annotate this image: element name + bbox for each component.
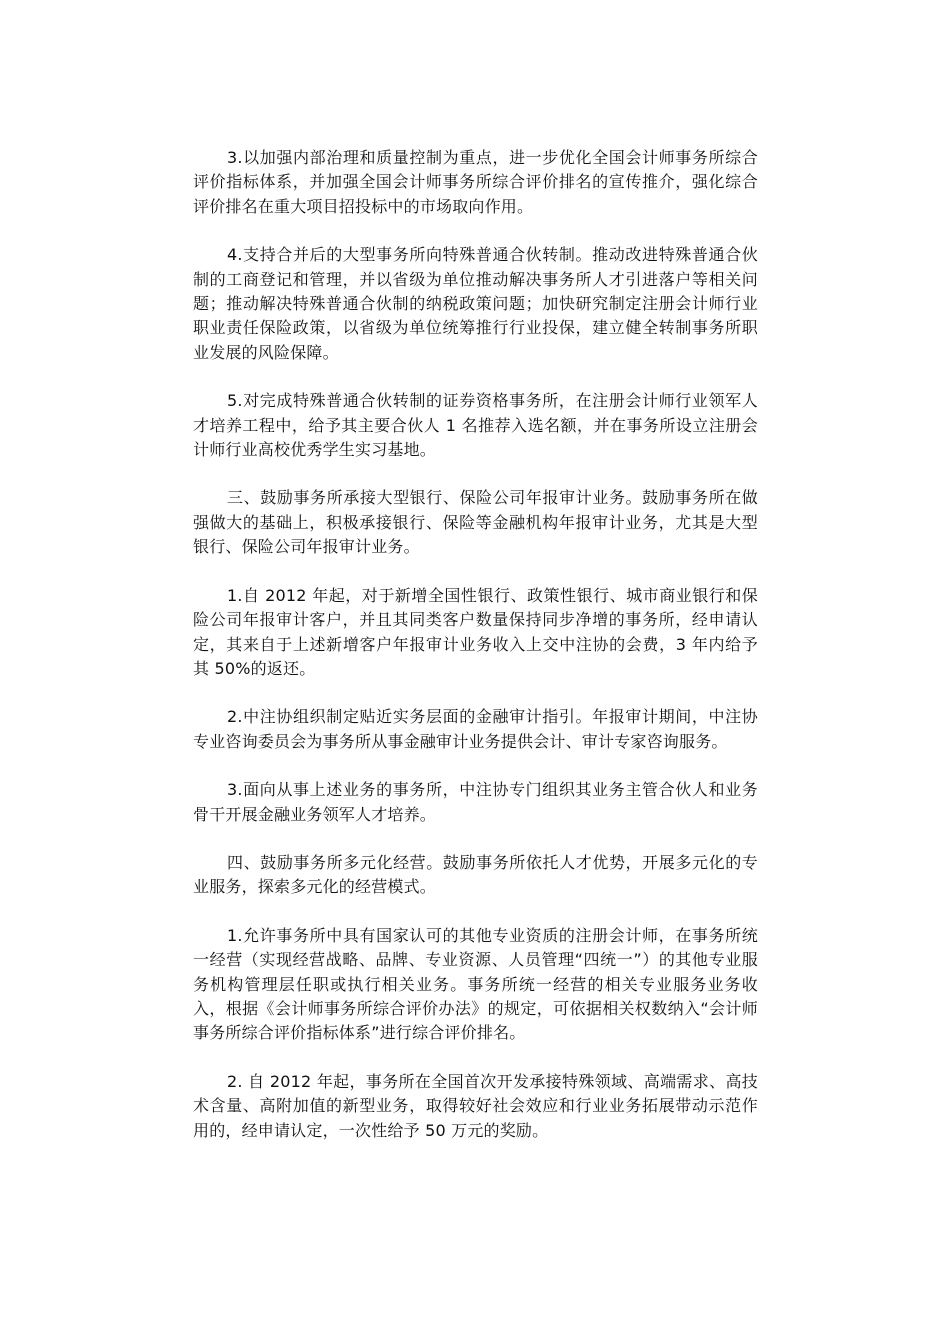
paragraph-5: 1.自 2012 年起，对于新增全国性银行、政策性银行、城市商业银行和保险公司年报审计客户，并且其同类客户数量保持同步净增的事务所，经申请认定，其来自于上述新增客户年报审计业务收入上交中注协的会费，3 年内给予其 50%的返还。 (193, 585, 758, 678)
paragraph-10: 2. 自 2012 年起，事务所在全国首次开发承接特殊领域、高端需求、高技术含量、高附加值的新型业务，取得较好社会效应和行业业务拓展带动示范作用的，经申请认定，一次性给予 50 万元的奖励。 (193, 1071, 758, 1140)
document-body (193, 146, 758, 1167)
paragraph-9: 1.允许事务所中具有国家认可的其他专业资质的注册会计师，在事务所统一经营（实现经营战略、品牌、专业资源、人员管理“四统一”）的其他专业服务机构管理层任职或执行相关业务。事务所统一经营的相关专业服务业务收入，根据《会计师事务所综合评价办法》的规定，可依据相关权数纳入“会计师事务所综合评价指标体系”进行综合评价排名。 (193, 925, 758, 1043)
paragraph-8: 四、鼓励事务所多元化经营。鼓励事务所依托人才优势，开展多元化的专业服务，探索多元化的经营模式。 (193, 852, 758, 897)
paragraph-2: 4.支持合并后的大型事务所向特殊普通合伙转制。推动改进特殊普通合伙制的工商登记和管理，并以省级为单位推动解决事务所人才引进落户等相关问题；推动解决特殊普通合伙制的纳税政策问题；加快研究制定注册会计师行业职业责任保险政策，以省级为单位统筹推行行业投保，建立健全转制事务所职业发展的风险保障。 (193, 245, 758, 362)
paragraph-7: 3.面向从事上述业务的事务所，中注协专门组织其业务主管合伙人和业务骨干开展金融业务领军人才培养。 (193, 780, 758, 824)
paragraph-6: 2.中注协组织制定贴近实务层面的金融审计指引。年报审计期间，中注协专业咨询委员会为事务所从事金融审计业务提供会计、审计专家咨询服务。 (193, 707, 758, 751)
paragraph-3: 5.对完成特殊普通合伙转制的证券资格事务所，在注册会计师行业领军人才培养工程中，给予其主要合伙人 1 名推荐入选名额，并在事务所设立注册会计师行业高校优秀学生实习基地。 (193, 391, 758, 460)
paragraph-4: 三、鼓励事务所承接大型银行、保险公司年报审计业务。鼓励事务所在做强做大的基础上，积极承接银行、保险等金融机构年报审计业务，尤其是大型银行、保险公司年报审计业务。 (193, 488, 758, 557)
paragraph-1: 3.以加强内部治理和质量控制为重点，进一步优化全国会计师事务所综合评价指标体系，并加强全国会计师事务所综合评价排名的宣传推介，强化综合评价排名在重大项目招投标中的市场取向作用。 (193, 148, 758, 216)
